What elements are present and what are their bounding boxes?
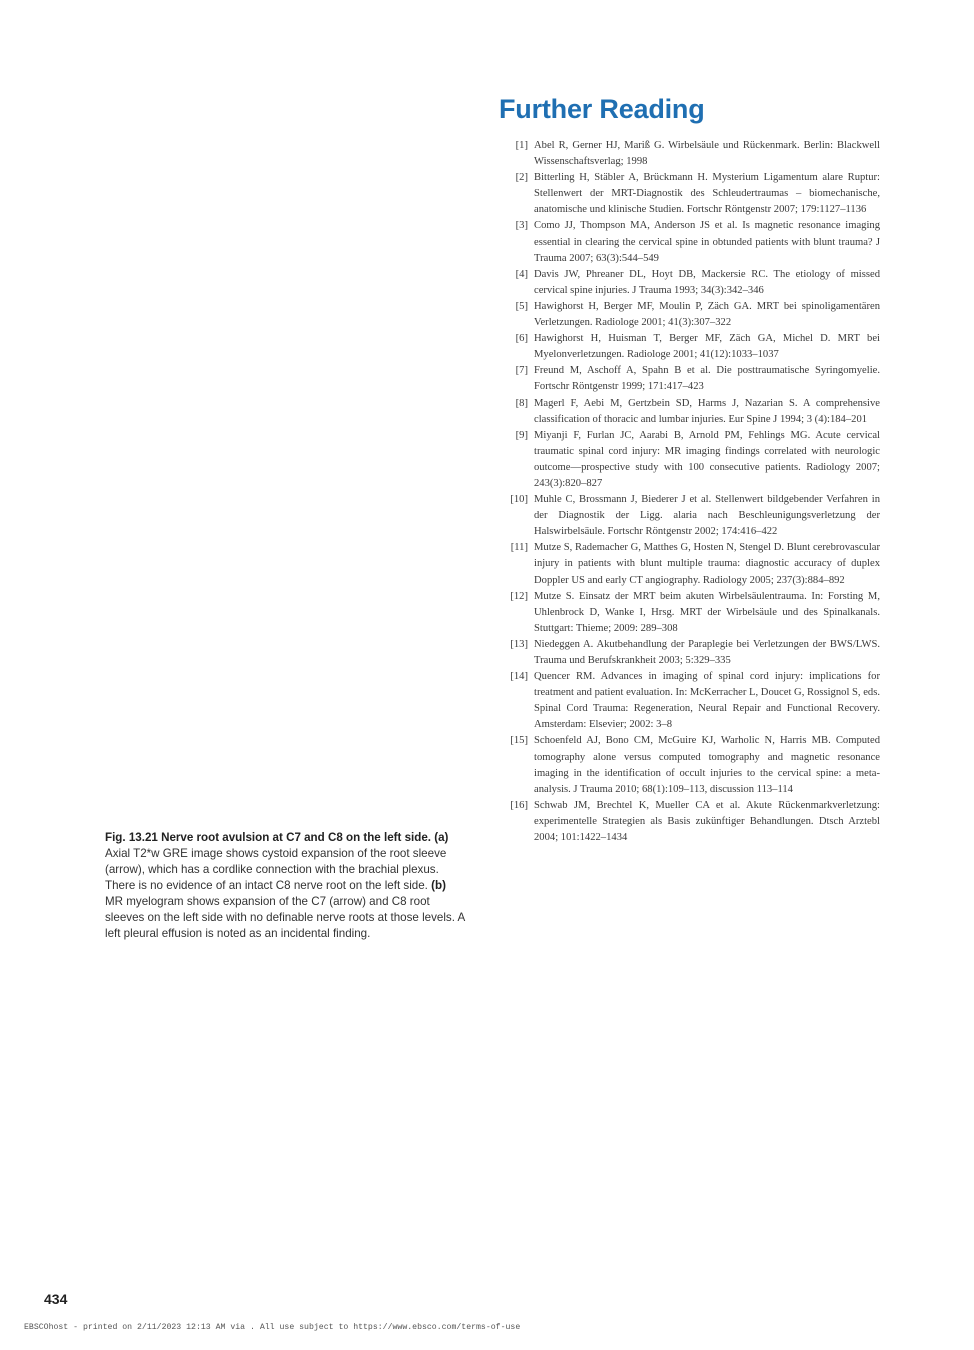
figure-part-b-label: (b) xyxy=(431,879,446,892)
reference-item xyxy=(502,396,880,428)
reference-number: [10] xyxy=(510,494,528,506)
reference-number: [5] xyxy=(515,300,528,312)
reference-text: Quencer RM. Advances in imaging of spinal cord injury: implications for treatment and patient evaluation. In: McKerracher L, Doucet G, Rossignol S, eds. Spinal Cord Trauma: Regeneration, Neural Repair and Functional Recovery. Amsterdam: Elsevier; 2002: 3–8 xyxy=(534,671,880,731)
reference-list xyxy=(502,138,880,846)
reference-item xyxy=(502,299,880,331)
reference-item xyxy=(502,540,880,588)
reference-number: [14] xyxy=(510,671,528,683)
reference-text: Niedeggen A. Akutbehandlung der Paraplegie bei Verletzungen der BWS/LWS. Trauma und Berufskrankheit 2003; 5:329–335 xyxy=(534,638,880,666)
reference-text: Muhle C, Brossmann J, Biederer J et al. Stellenwert bildgebender Verfahren in der Diagnostik der Ligg. alaria nach Beschleunigungsverletzung der Halswirbelsäule. Fortschr Röntgenstr 2002; 174:416–422 xyxy=(534,494,880,538)
reference-number: [11] xyxy=(510,542,528,554)
reference-item xyxy=(502,733,880,797)
reference-item xyxy=(502,669,880,733)
reference-item xyxy=(502,363,880,395)
figure-title: Nerve root avulsion at C7 and C8 on the left side. xyxy=(161,831,432,844)
reference-text: Magerl F, Aebi M, Gertzbein SD, Harms J, Nazarian S. A comprehensive classification of thoracic and lumbar injuries. Eur Spine J 1994; 3 (4):184–201 xyxy=(534,397,880,425)
figure-part-b-text: MR myelogram shows expansion of the C7 (arrow) and C8 root sleeves on the left side with no definable nerve roots at those levels. A left pleural effusion is noted as an incidental finding. xyxy=(105,895,465,940)
reference-text: Hawighorst H, Berger MF, Moulin P, Zäch GA. MRT bei spinoligamentären Verletzungen. Radiologe 2001; 41(3):307–322 xyxy=(534,300,880,329)
reference-number: [4] xyxy=(515,268,528,280)
reference-number: [12] xyxy=(510,590,528,602)
reference-text: Freund M, Aschoff A, Spahn B et al. Die posttraumatische Syringomyelie. Fortschr Röntgenstr 1999; 171:417–423 xyxy=(534,365,880,393)
reference-item xyxy=(502,138,880,170)
reference-number: [15] xyxy=(510,735,528,747)
page-number: 434 xyxy=(44,1291,68,1307)
reference-number: [13] xyxy=(510,638,528,650)
reference-item xyxy=(502,170,880,218)
reference-number: [8] xyxy=(515,397,528,409)
reference-number: [3] xyxy=(515,220,528,232)
reference-text: Bitterling H, Stäbler A, Brückmann H. Mysterium Ligamentum alare Ruptur: Stellenwert der MRT-Diagnostik des Schleudertraumas – biomechanische, anatomische und klinische Studien. Fortschr Röntgenstr 2007; 179:1127–1136 xyxy=(534,172,880,216)
reference-item xyxy=(502,218,880,266)
reference-text: Schoenfeld AJ, Bono CM, McGuire KJ, Warholic N, Harris MB. Computed tomography alone versus computed tomography and magnetic resonance imaging in the identification of occult injuries to the cervical spine: a meta-analysis. J Trauma 2010; 68(1):109–113, discussion 113–114 xyxy=(534,735,880,795)
reference-number: [9] xyxy=(515,429,528,441)
reference-item xyxy=(502,589,880,637)
reference-text: Mutze S. Einsatz der MRT beim akuten Wirbelsäulentrauma. In: Forsting M, Uhlenbrock D, Wanke I, Hrsg. MRT der Wirbelsäule und des Spinalkanals. Stuttgart: Thieme; 2009: 289–308 xyxy=(534,590,880,634)
reference-number: [7] xyxy=(515,365,528,377)
reference-text: Abel R, Gerner HJ, Mariß G. Wirbelsäule und Rückenmark. Berlin: Blackwell Wissenschaftsverlag; 1998 xyxy=(534,140,880,168)
figure-label: Fig. 13.21 xyxy=(105,831,158,844)
reference-item xyxy=(502,331,880,363)
print-footer: EBSCOhost - printed on 2/11/2023 12:13 AM via . All use subject to https://www.ebsco.com/terms-of-use xyxy=(24,1323,521,1332)
reference-number: [16] xyxy=(510,799,528,811)
figure-part-a-label: (a) xyxy=(434,831,449,844)
reference-item xyxy=(502,267,880,299)
reference-text: Hawighorst H, Huisman T, Berger MF, Zäch GA, Michel D. MRT bei Myelonverletzungen. Radiologe 2001; 41(12):1033–1037 xyxy=(534,333,880,361)
reference-item xyxy=(502,637,880,669)
reference-number: [1] xyxy=(515,140,528,151)
reference-text: Mutze S, Rademacher G, Matthes G, Hosten N, Stengel D. Blunt cerebrovascular injury in patients with blunt multiple trauma: diagnostic accuracy of duplex Doppler US and early CT angiography. Radiology 2005; 237(3):884–892 xyxy=(534,542,880,586)
reference-item xyxy=(502,798,880,846)
reference-text: Miyanji F, Furlan JC, Aarabi B, Arnold PM, Fehlings MG. Acute cervical traumatic spinal cord injury: MR imaging findings correlated with neurologic outcome—prospective study with 100 consecutive patients. Radiology 2007; 243(3):820–827 xyxy=(534,429,880,489)
reference-item xyxy=(502,428,880,492)
reference-number: [6] xyxy=(515,333,528,345)
reference-text: Schwab JM, Brechtel K, Mueller CA et al. Akute Rückenmarkverletzung: experimentelle Strategien als Basis zukünftiger Behandlungen. Dtsch Arztebl 2004; 101:1422–1434 xyxy=(534,799,880,844)
figure-part-a-text: Axial T2*w GRE image shows cystoid expansion of the root sleeve (arrow), which has a cordlike connection with the brachial plexus. There is no evidence of an intact C8 nerve root on the left side. xyxy=(105,847,447,892)
reference-text: Davis JW, Phreaner DL, Hoyt DB, Mackersie RC. The etiology of missed cervical spine injuries. J Trauma 1993; 34(3):342–346 xyxy=(534,268,880,296)
figure-caption xyxy=(105,830,467,942)
reference-item xyxy=(502,492,880,540)
reference-text: Como JJ, Thompson MA, Anderson JS et al. Is magnetic resonance imaging essential in clearing the cervical spine in obtunded patients with blunt trauma? J Trauma 2007; 63(3):544–549 xyxy=(534,220,880,264)
reference-number: [2] xyxy=(515,172,528,184)
further-reading-heading: Further Reading xyxy=(499,94,705,124)
